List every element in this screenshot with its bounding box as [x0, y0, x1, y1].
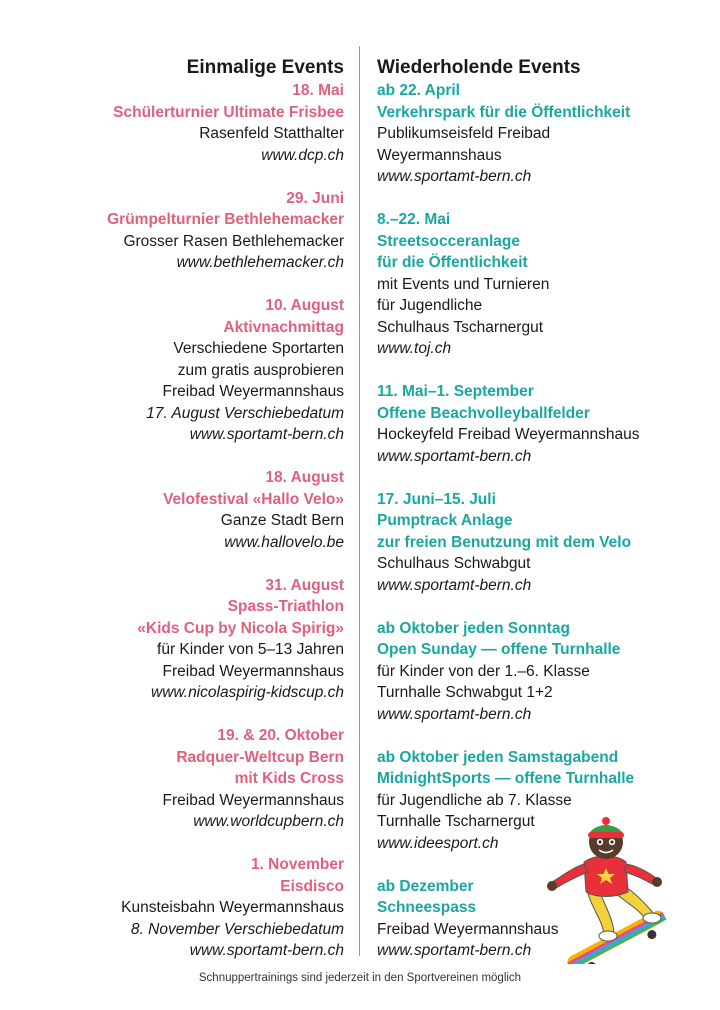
event-block	[377, 618, 707, 726]
event-detail: Freibad Weyermannshaus	[162, 383, 344, 400]
event-detail: für Kinder von der 1.–6. Klasse	[377, 662, 590, 680]
event-url-link[interactable]: www.sportamt-bern.ch	[377, 447, 532, 465]
event-url-link[interactable]: www.sportamt-bern.ch	[189, 942, 344, 959]
event-detail: Kunsteisbahn Weyermannshaus	[121, 899, 344, 916]
event-detail: Verschiedene Sportarten	[173, 340, 344, 357]
event-block	[20, 725, 344, 833]
event-block	[377, 489, 707, 597]
skateboarder-illustration	[544, 812, 674, 964]
event-detail: Weyermannshaus	[377, 146, 502, 164]
event-title: Spass-Triathlon	[227, 598, 344, 615]
event-detail: Turnhalle Schwabgut 1+2	[377, 684, 553, 701]
event-detail: für Jugendliche	[377, 297, 483, 314]
event-title: mit Kids Cross	[234, 770, 344, 787]
event-url-link[interactable]: www.sportamt-bern.ch	[377, 705, 532, 723]
event-title: Pumptrack Anlage	[377, 512, 513, 529]
event-detail: mit Events und Turnieren	[377, 275, 550, 293]
event-title: zur freien Benutzung mit dem Velo	[377, 533, 632, 551]
event-date: 31. August	[265, 576, 344, 594]
event-title: Schneespass	[377, 899, 477, 916]
event-url-link[interactable]: www.sportamt-bern.ch	[377, 942, 532, 959]
event-detail: Schulhaus Schwabgut	[377, 555, 531, 572]
event-title: «Kids Cup by Nicola Spirig»	[137, 619, 344, 637]
event-url-link[interactable]: www.nicolaspirig-kidscup.ch	[151, 684, 344, 701]
event-block	[20, 80, 344, 166]
event-title: für die Öffentlichkeit	[377, 254, 528, 271]
event-detail: Publikumseisfeld Freibad	[377, 125, 551, 142]
event-block	[20, 295, 344, 446]
event-detail: Ganze Stadt Bern	[220, 512, 344, 529]
event-url-link[interactable]: www.toj.ch	[377, 340, 452, 357]
event-block	[377, 381, 707, 467]
event-date: 8.–22. Mai	[377, 211, 451, 228]
column-divider	[359, 46, 360, 956]
event-date: ab 22. April	[377, 82, 460, 99]
event-date: 18. August	[265, 469, 344, 486]
event-note: 17. August Verschiebedatum	[146, 404, 344, 422]
event-date: 18. Mai	[292, 82, 344, 99]
event-detail: Hockeyfeld Freibad Weyermannshaus	[377, 426, 640, 443]
event-block	[377, 80, 707, 188]
event-title: Velofestival «Hallo Velo»	[163, 490, 344, 508]
event-date: 10. August	[265, 297, 344, 314]
event-block	[20, 575, 344, 704]
event-url-link[interactable]: www.hallovelo.be	[224, 533, 344, 551]
event-date: 1. November	[250, 856, 344, 873]
event-block	[377, 209, 707, 360]
event-detail: Freibad Weyermannshaus	[162, 791, 344, 809]
event-detail: Schulhaus Tscharnergut	[377, 318, 544, 336]
event-url-link[interactable]: www.sportamt-bern.ch	[189, 426, 344, 443]
event-date: ab Oktober jeden Sonntag	[377, 619, 570, 637]
one-time-events-column	[20, 80, 344, 962]
left-column-heading: Einmalige Events	[186, 57, 344, 78]
event-block	[20, 467, 344, 553]
event-url-link[interactable]: www.worldcupbern.ch	[193, 813, 344, 830]
event-date: ab Oktober jeden Samstagabend	[377, 748, 619, 766]
event-url-link[interactable]: www.sportamt-bern.ch	[377, 576, 532, 594]
right-column-heading: Wiederholende Events	[377, 57, 581, 78]
event-title: Open Sunday — offene Turnhalle	[377, 641, 621, 658]
event-detail: zum gratis ausprobieren	[177, 361, 344, 379]
event-url-link[interactable]: www.dcp.ch	[261, 146, 344, 164]
event-detail: Grosser Rasen Bethlehemacker	[123, 232, 344, 250]
event-date: 29. Juni	[286, 189, 344, 207]
event-title: MidnightSports — offene Turnhalle	[377, 770, 635, 787]
event-block	[20, 188, 344, 274]
event-detail: Freibad Weyermannshaus	[162, 662, 344, 680]
event-title: Verkehrspark für die Öffentlichkeit	[377, 103, 631, 121]
event-date: 19. & 20. Oktober	[217, 727, 344, 744]
event-note: 8. November Verschiebedatum	[130, 920, 344, 938]
event-date: 17. Juni–15. Juli	[377, 490, 496, 508]
event-detail: Rasenfeld Statthalter	[199, 125, 344, 142]
event-title: Eisdisco	[280, 877, 344, 895]
event-title: Schülerturnier Ultimate Frisbee	[113, 103, 344, 121]
event-date: ab Dezember	[377, 877, 474, 895]
event-title: Offene Beachvolleyballfelder	[377, 404, 590, 422]
event-detail: für Jugendliche ab 7. Klasse	[377, 791, 572, 809]
event-detail: Turnhalle Tscharnergut	[377, 813, 535, 830]
event-date: 11. Mai–1. September	[377, 383, 534, 400]
event-detail: Freibad Weyermannshaus	[377, 920, 559, 938]
event-title: Radquer-Weltcup Bern	[176, 748, 344, 766]
footer-note: Schnuppertrainings sind jederzeit in den Sportvereinen möglich	[198, 972, 522, 984]
event-url-link[interactable]: www.bethlehemacker.ch	[176, 254, 344, 271]
event-detail: für Kinder von 5–13 Jahren	[157, 641, 344, 658]
event-title: Streetsocceranlage	[377, 232, 521, 250]
event-block	[20, 854, 344, 962]
event-url-link[interactable]: www.ideesport.ch	[377, 834, 499, 852]
event-title: Grümpelturnier Bethlehemacker	[107, 211, 344, 228]
event-url-link[interactable]: www.sportamt-bern.ch	[377, 168, 532, 185]
event-title: Aktivnachmittag	[223, 318, 344, 336]
